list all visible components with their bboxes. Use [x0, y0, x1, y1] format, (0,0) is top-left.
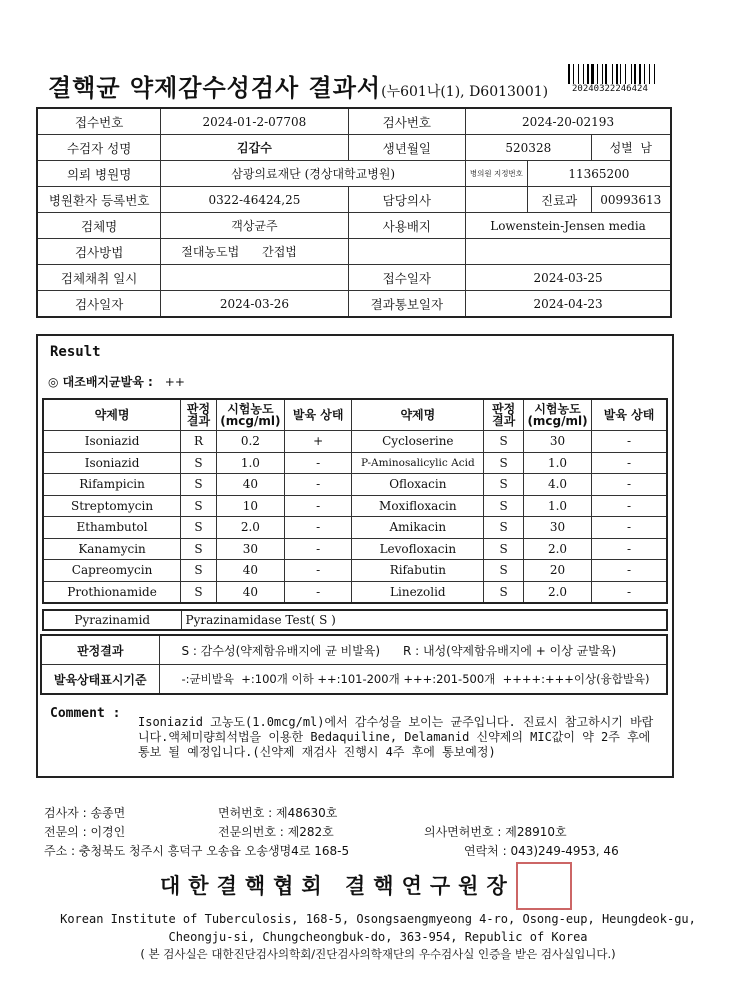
drug-row [43, 431, 667, 453]
drug-result: S [181, 452, 217, 474]
barcode-bar [639, 64, 641, 84]
barcode-bar [622, 64, 624, 84]
drug-row [43, 560, 667, 582]
drug-concentration: 30 [216, 538, 284, 560]
drug-row [43, 517, 667, 539]
barcode-bar [608, 64, 611, 84]
drug-col-header: 약제명 [352, 399, 484, 431]
department: 00993613 [591, 187, 671, 213]
pyrazinamide-table [42, 609, 668, 631]
drug-growth: - [284, 517, 352, 539]
drug-name: Amikacin [352, 517, 484, 539]
drug-result: S [181, 581, 217, 603]
doctor [466, 187, 528, 213]
drug-row [43, 495, 667, 517]
drug-concentration: 10 [216, 495, 284, 517]
drug-concentration: 0.2 [216, 431, 284, 453]
barcode-bar [649, 64, 650, 84]
sex [591, 135, 671, 161]
drug-growth: - [592, 560, 667, 582]
drug-result: S [181, 517, 217, 539]
result-title: Result [50, 344, 101, 360]
drug-concentration: 40 [216, 474, 284, 496]
drug-growth: - [592, 581, 667, 603]
drug-growth: - [284, 474, 352, 496]
label-department: 진료과 [527, 187, 591, 213]
drug-concentration: 4.0 [524, 474, 592, 496]
barcode-bar [634, 64, 636, 84]
drug-growth: + [284, 431, 352, 453]
drug-col-header: 판정 결과 [484, 399, 524, 431]
receipt-no: 2024-01-2-07708 [161, 108, 348, 135]
barcode-bar [656, 64, 658, 84]
clinic-code: 11365200 [527, 161, 671, 187]
examiner: 검사자 : 송종면 [44, 806, 126, 820]
comment-label: Comment : [50, 706, 121, 721]
drug-row [43, 452, 667, 474]
barcode-bar [587, 64, 589, 84]
sex-value: 남 [640, 141, 652, 155]
specialist: 전문의 : 이경인 [44, 825, 126, 839]
drug-result: R [181, 431, 217, 453]
label-sex: 성별 [609, 141, 633, 155]
barcode-bar [575, 64, 578, 84]
pza-value: Pyrazinamidase Test( S ) [181, 610, 667, 630]
drug-concentration: 30 [524, 517, 592, 539]
drug-concentration: 2.0 [524, 581, 592, 603]
drug-growth: - [592, 431, 667, 453]
test-date: 2024-03-26 [161, 291, 348, 318]
drug-concentration: 2.0 [524, 538, 592, 560]
drug-concentration: 2.0 [216, 517, 284, 539]
drug-row [43, 538, 667, 560]
drug-growth: - [592, 517, 667, 539]
drug-result: S [484, 538, 524, 560]
label-receipt-no: 접수번호 [37, 108, 161, 135]
drug-name: Isoniazid [43, 452, 181, 474]
drug-result: S [484, 452, 524, 474]
address: 주소 : 충청북도 청주시 흥덕구 오송읍 오송생명4로 168-5 [44, 844, 350, 858]
barcode-bar [602, 64, 603, 84]
drug-concentration: 1.0 [524, 452, 592, 474]
pza-label: Pyrazinamid [43, 610, 181, 630]
patient-info-table [36, 107, 672, 318]
barcode [568, 64, 658, 84]
label-method: 검사방법 [37, 239, 161, 265]
drug-col-header: 시험농도 (mcg/ml) [216, 399, 284, 431]
label-collection-date: 검체채취 일시 [37, 265, 161, 291]
drug-name: Rifabutin [352, 560, 484, 582]
drug-concentration: 1.0 [524, 495, 592, 517]
drug-growth: - [592, 452, 667, 474]
drug-growth: - [284, 560, 352, 582]
label-hospital: 의뢰 병원명 [37, 161, 161, 187]
empty-cell [348, 239, 465, 265]
drug-result: S [484, 431, 524, 453]
barcode-bar [595, 64, 596, 84]
method-1: 절대농도법 [181, 245, 240, 259]
barcode-bar [599, 64, 601, 84]
drug-concentration: 40 [216, 581, 284, 603]
drug-growth: - [592, 495, 667, 517]
drug-growth: - [592, 474, 667, 496]
barcode-bar [644, 64, 645, 84]
legend-judge [159, 635, 667, 665]
legend-growth-label: 발육상태표시기준 [41, 665, 159, 695]
barcode-bar [614, 64, 615, 84]
english-address-line-1: Korean Institute of Tuberculosis, 168-5, Osongsaengmyeong 4-ro, Osong-eup, Heungdeok-gu, [60, 912, 696, 926]
label-clinic-code: 병의원 지정번호 [466, 161, 528, 187]
drug-name: Ethambutol [43, 517, 181, 539]
license-no: 면허번호 : 제48630호 [218, 806, 338, 820]
barcode-bar [605, 64, 607, 84]
label-media: 사용배지 [348, 213, 465, 239]
hospital-patient-no: 0322-46424,25 [161, 187, 348, 213]
drug-name: Cycloserine [352, 431, 484, 453]
legend-judge-label: 판정결과 [41, 635, 159, 665]
empty-cell [466, 239, 671, 265]
barcode-bar [568, 64, 570, 84]
barcode-bar [573, 64, 574, 84]
title-main: 결핵균 약제감수성검사 결과서 [48, 73, 382, 102]
label-receipt-date: 접수일자 [348, 265, 465, 291]
barcode-bar [637, 64, 638, 84]
title-code: (누601나(1), D6013001) [381, 84, 549, 100]
collection-date [161, 265, 348, 291]
legend-judge-r: R : 내성(약제함유배지에 + 이상 균발육) [402, 643, 617, 658]
drug-name: Isoniazid [43, 431, 181, 453]
control-culture-label: ◎ 대조배지균발육 : [48, 375, 153, 389]
barcode-bar [646, 64, 648, 84]
drug-growth: - [592, 538, 667, 560]
barcode-bar [580, 64, 582, 84]
label-specimen: 검체명 [37, 213, 161, 239]
drug-name: Streptomycin [43, 495, 181, 517]
control-culture [48, 373, 185, 390]
legend-judge-s: S : 감수성(약제함유배지에 균 비발육) [181, 643, 381, 658]
barcode-bar [585, 64, 586, 84]
drug-growth: - [284, 538, 352, 560]
drug-col-header: 발육 상태 [284, 399, 352, 431]
barcode-bar [620, 64, 621, 84]
test-no: 2024-20-02193 [466, 108, 671, 135]
barcode-bar [654, 64, 655, 84]
drug-result: S [484, 517, 524, 539]
english-address-line-2: Cheongju-si, Chungcheongbuk-do, 363-954, Republic of Korea [168, 930, 588, 944]
label-patient-name: 수검자 성명 [37, 135, 161, 161]
organization-name: 대한결핵협회 결핵연구원장 [160, 873, 515, 898]
barcode-bar [591, 64, 594, 84]
legend-table [40, 634, 668, 695]
barcode-bar [619, 64, 620, 84]
legend-growth: -:균비발육 +:100개 이하 ++:101-200개 +++:201-500개 ++++:+++이상(융합발육) [159, 665, 667, 695]
drug-concentration: 30 [524, 431, 592, 453]
comment-text: Isoniazid 고농도(1.0mcg/ml)에서 감수성을 보이는 균주입니다. 진료시 참고하시기 바랍니다.액체미량희석법을 이용한 Bedaquiline, Delamanid 신약제의 MIC값이 약 2주 후에 통보 될 예정입니다.(신약제 재검사 진행시 4주 후에 통보예정) [138, 715, 654, 759]
drug-susceptibility-table [42, 398, 668, 604]
drug-row [43, 581, 667, 603]
drug-result: S [181, 495, 217, 517]
drug-name: Rifampicin [43, 474, 181, 496]
barcode-bar [583, 64, 584, 84]
drug-concentration: 1.0 [216, 452, 284, 474]
drug-name: Moxifloxacin [352, 495, 484, 517]
barcode-bar [633, 64, 634, 84]
hospital-name: 삼광의료재단 (경상대학교병원) [161, 161, 466, 187]
barcode-bar [625, 64, 626, 84]
drug-concentration: 20 [524, 560, 592, 582]
report-date: 2024-04-23 [466, 291, 671, 318]
patient-name: 김갑수 [161, 135, 348, 161]
barcode-bar [578, 64, 579, 84]
barcode-bar [616, 64, 618, 84]
report-title [48, 68, 548, 103]
label-hospital-patient-no: 병원환자 등록번호 [37, 187, 161, 213]
label-report-date: 결과통보일자 [348, 291, 465, 318]
media: Lowenstein-Jensen media [466, 213, 671, 239]
label-doctor: 담당의사 [348, 187, 465, 213]
barcode-bar [590, 64, 591, 84]
birthdate: 520328 [466, 135, 592, 161]
drug-name: Prothionamide [43, 581, 181, 603]
drug-name: Linezolid [352, 581, 484, 603]
drug-concentration: 40 [216, 560, 284, 582]
drug-growth: - [284, 581, 352, 603]
drug-result: S [181, 474, 217, 496]
drug-col-header: 약제명 [43, 399, 181, 431]
drug-result: S [484, 474, 524, 496]
contact: 연락처 : 043)249-4953, 46 [464, 844, 619, 858]
drug-name: P-Aminosalicylic Acid [352, 452, 484, 474]
drug-col-header: 시험농도 (mcg/ml) [524, 399, 592, 431]
barcode-bar [631, 64, 632, 84]
label-test-no: 검사번호 [348, 108, 465, 135]
drug-result: S [484, 560, 524, 582]
method [161, 239, 348, 265]
receipt-date: 2024-03-25 [466, 265, 671, 291]
label-test-date: 검사일자 [37, 291, 161, 318]
control-culture-value: ++ [164, 375, 185, 389]
drug-name: Ofloxacin [352, 474, 484, 496]
official-seal [516, 862, 572, 910]
drug-result: S [181, 560, 217, 582]
drug-col-header: 판정 결과 [181, 399, 217, 431]
barcode-number: 20240322246424 [572, 84, 648, 94]
barcode-bar [642, 64, 643, 84]
barcode-bar [571, 64, 572, 84]
drug-growth: - [284, 452, 352, 474]
certification-footnote: ( 본 검사실은 대한진단검사의학회/진단검사의학재단의 우수검사실 인증을 받은 검사실입니다.) [140, 947, 616, 961]
doctor-license-no: 의사면허번호 : 제28910호 [424, 825, 567, 839]
barcode-bar [650, 64, 653, 84]
barcode-bar [604, 64, 605, 84]
drug-result: S [484, 495, 524, 517]
drug-growth: - [284, 495, 352, 517]
drug-result: S [181, 538, 217, 560]
drug-name: Kanamycin [43, 538, 181, 560]
drug-name: Levofloxacin [352, 538, 484, 560]
specialist-no: 전문의번호 : 제282호 [218, 825, 334, 839]
drug-row [43, 474, 667, 496]
barcode-bar [612, 64, 613, 84]
specimen: 객상균주 [161, 213, 348, 239]
drug-name: Capreomycin [43, 560, 181, 582]
drug-col-header: 발육 상태 [592, 399, 667, 431]
label-birthdate: 생년월일 [348, 135, 465, 161]
method-2: 간접법 [262, 245, 297, 259]
drug-result: S [484, 581, 524, 603]
barcode-bar [627, 64, 630, 84]
barcode-bar [597, 64, 598, 84]
